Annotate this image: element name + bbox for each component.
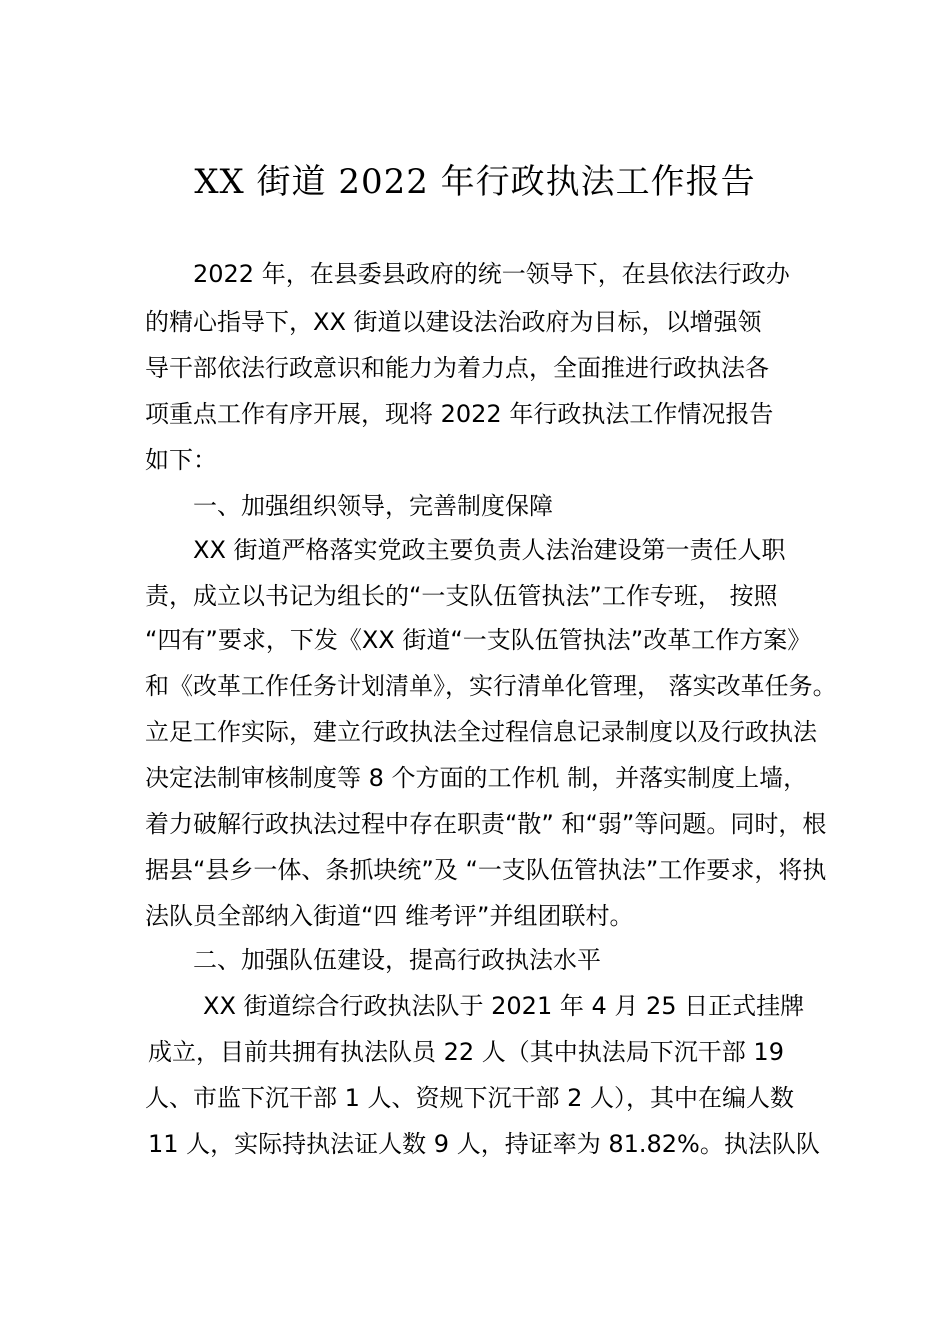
paragraph-line: 导干部依法行政意识和能力为着力点，全面推进行政执法各 xyxy=(145,354,769,382)
section-heading-2: 二、加强队伍建设，提高行政执法水平 xyxy=(193,946,601,974)
paragraph-line: XX 街道综合行政执法队于 2021 年 4 月 25 日正式挂牌 xyxy=(203,992,805,1020)
paragraph-line: 立足工作实际，建立行政执法全过程信息记录制度以及行政执法 xyxy=(145,718,817,746)
paragraph-line: 2022 年，在县委县政府的统一领导下，在县依法行政办 xyxy=(193,260,790,288)
paragraph-line: XX 街道严格落实党政主要负责人法治建设第一责任人职 xyxy=(193,536,786,564)
paragraph-line: “四有”要求，下发《XX 街道“一支队伍管执法”改革工作方案》 xyxy=(145,626,812,654)
paragraph-line: 人、市监下沉干部 1 人、资规下沉干部 2 人），其中在编人数 xyxy=(145,1084,795,1112)
section-heading-1: 一、加强组织领导，完善制度保障 xyxy=(193,492,553,520)
paragraph-line: 如下： xyxy=(145,446,217,474)
paragraph-line: 成立，目前共拥有执法队员 22 人（其中执法局下沉干部 19 xyxy=(148,1038,784,1066)
page-title: XX 街道 2022 年行政执法工作报告 xyxy=(194,162,756,202)
paragraph-line: 责，成立以书记为组长的“一支队伍管执法”工作专班， 按照 xyxy=(145,582,778,610)
paragraph-line: 据县“县乡一体、条抓块统”及 “一支队伍管执法”工作要求，将执 xyxy=(145,856,827,884)
paragraph-line: 和《改革工作任务计划清单》，实行清单化管理， 落实改革任务。 xyxy=(145,672,837,700)
paragraph-line: 11 人，实际持执法证人数 9 人，持证率为 81.82%。执法队队 xyxy=(148,1130,820,1158)
paragraph-line: 法队员全部纳入街道“四 维考评”并组团联村。 xyxy=(145,902,634,930)
paragraph-line: 项重点工作有序开展，现将 2022 年行政执法工作情况报告 xyxy=(145,400,774,428)
paragraph-line: 的精心指导下，XX 街道以建设法治政府为目标，以增强领 xyxy=(145,308,762,336)
paragraph-line: 决定法制审核制度等 8 个方面的工作机 制，并落实制度上墙， xyxy=(145,764,808,792)
paragraph-line: 着力破解行政执法过程中存在职责“散” 和“弱”等问题。同时，根 xyxy=(145,810,827,838)
